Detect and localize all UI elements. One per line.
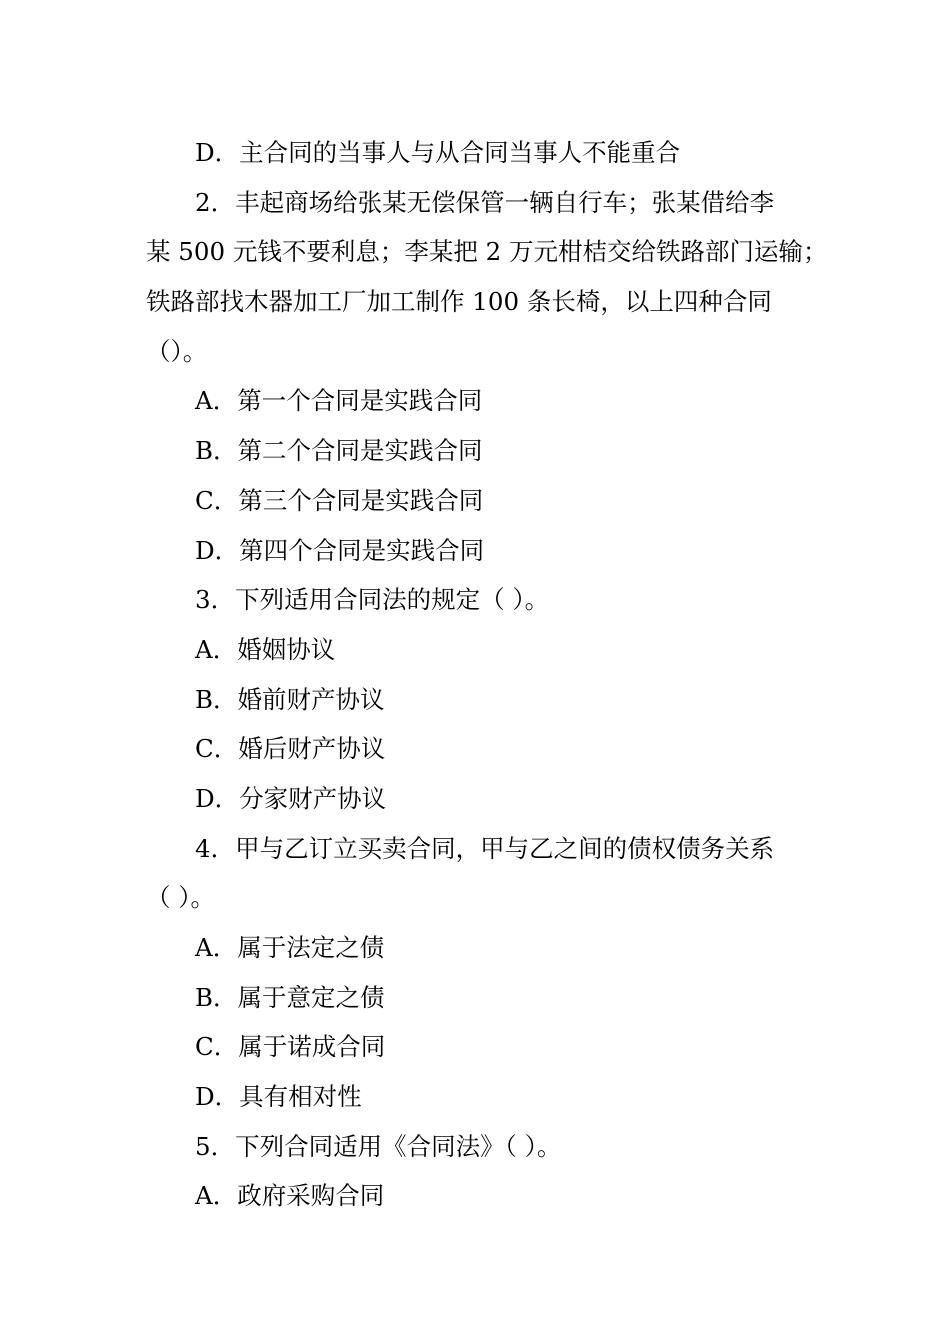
option-line: D．主合同的当事人与从合同当事人不能重合 — [195, 138, 681, 167]
option-line: D．具有相对性 — [195, 1082, 362, 1112]
option-line: A．婚姻协议 — [195, 634, 336, 664]
document-body — [146, 128, 828, 1221]
option-line: A．属于法定之债 — [195, 933, 385, 962]
option-line: B．婚前财产协议 — [195, 684, 385, 714]
option-line: C．婚后财产协议 — [195, 734, 386, 764]
question-5-line: 5．下列合同适用《合同法》（ ）。 — [195, 1131, 562, 1161]
question-2-line: 铁路部找木器加工厂加工制作 100 条长椅，以上四种合同 — [146, 287, 772, 317]
option-line: D．分家财产协议 — [195, 783, 387, 813]
question-2-line: 2．丰起商场给张某无偿保管一辆自行车；张某借给李 — [195, 187, 775, 217]
option-line: C．属于诺成合同 — [195, 1032, 386, 1062]
option-line: A．政府采购合同 — [195, 1181, 385, 1211]
question-2-line: 某 500 元钱不要利息；李某把 2 万元柑桔交给铁路部门运输； — [146, 237, 828, 267]
option-line: B．属于意定之债 — [195, 982, 385, 1012]
option-line: C．第三个合同是实践合同 — [195, 485, 484, 515]
question-4-line: 4．甲与乙订立买卖合同，甲与乙之间的债权债务关系 — [195, 833, 775, 863]
question-3-line: 3．下列适用合同法的规定（ ）。 — [195, 585, 550, 615]
question-4-line: （ ）。 — [146, 883, 216, 913]
option-line: B．第二个合同是实践合同 — [195, 436, 483, 466]
option-line: A．第一个合同是实践合同 — [195, 386, 483, 416]
option-line: D．第四个合同是实践合同 — [195, 535, 485, 565]
question-2-line: （）。 — [146, 336, 208, 366]
